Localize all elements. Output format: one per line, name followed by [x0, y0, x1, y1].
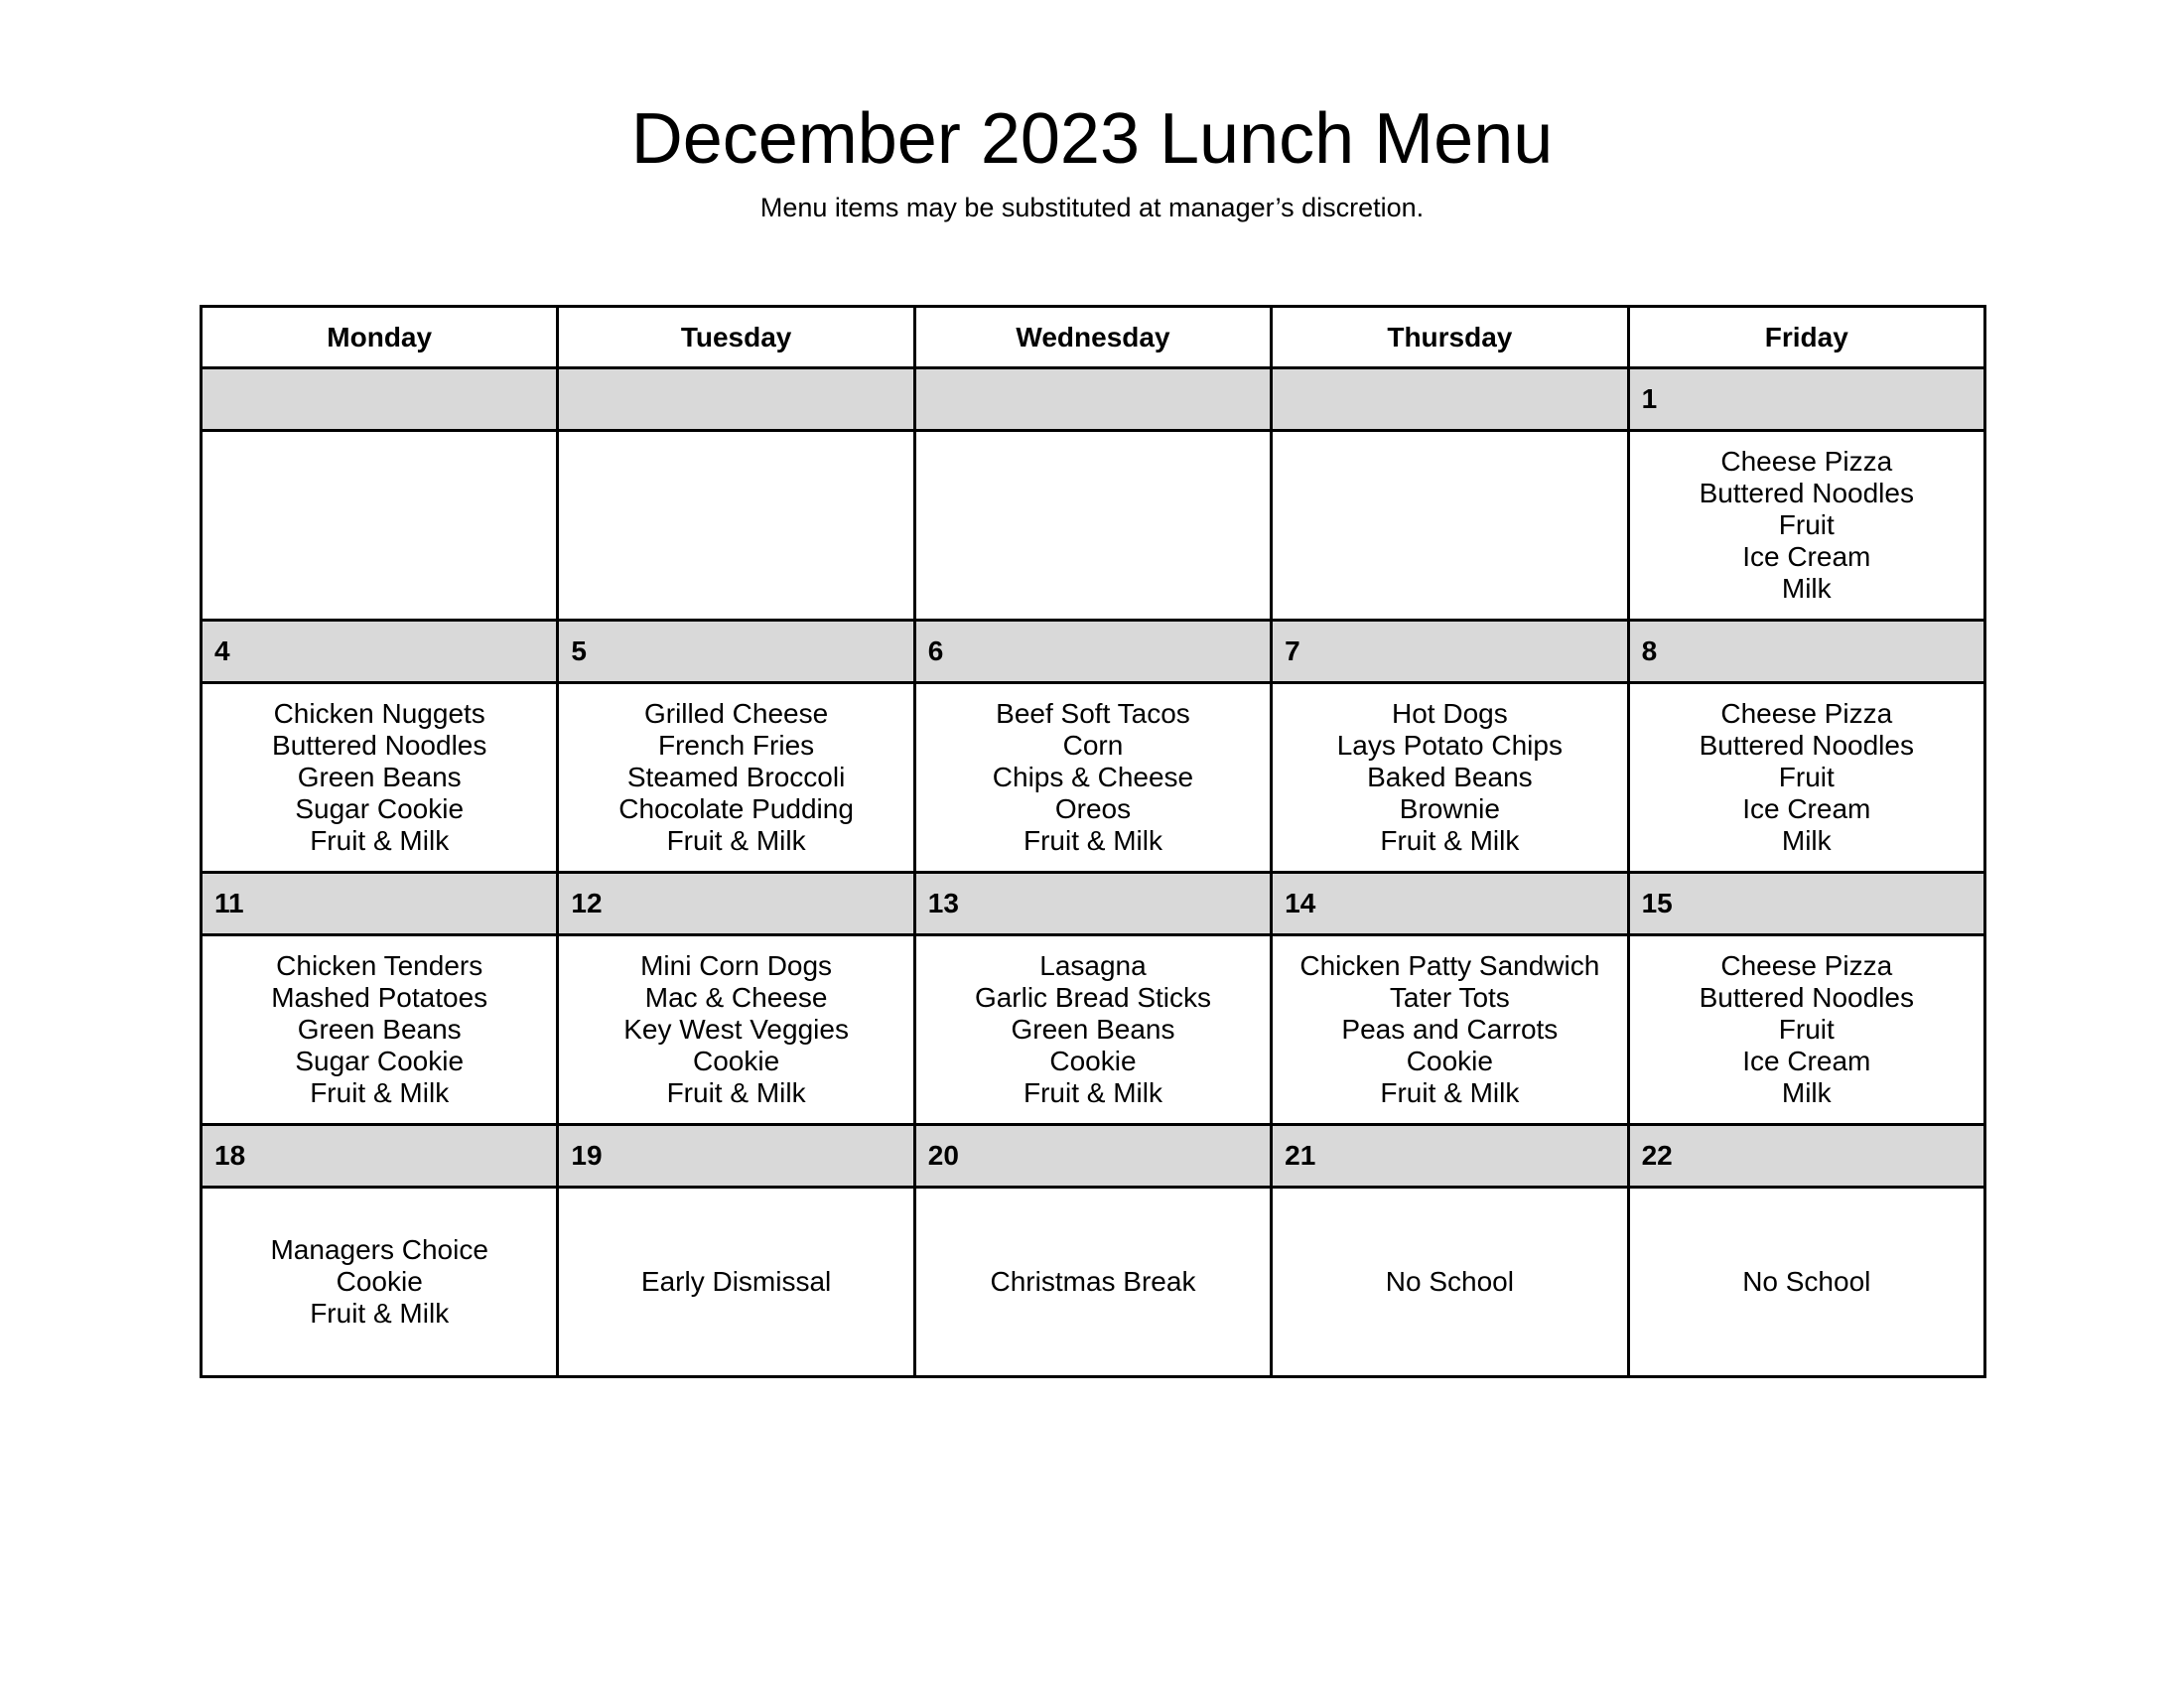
- lunch-menu-calendar: [200, 305, 1986, 1378]
- menu-item: Oreos: [1054, 793, 1132, 824]
- weekday-header-friday: Friday: [1628, 307, 1984, 368]
- menu-item: Cookie: [693, 1046, 780, 1076]
- menu-item: Grilled Cheese: [643, 698, 829, 729]
- menu-item: Chicken Nuggets: [273, 698, 485, 729]
- date-cell-wednesday: 6: [914, 621, 1271, 683]
- weekday-header-monday: Monday: [202, 307, 558, 368]
- menu-item: Fruit & Milk: [666, 1077, 806, 1108]
- menu-item: Green Beans: [297, 1014, 462, 1045]
- menu-item: Fruit: [1778, 1014, 1835, 1045]
- date-cell-wednesday: 20: [914, 1125, 1271, 1188]
- menu-item: Sugar Cookie: [295, 1046, 465, 1076]
- menu-item: Cheese Pizza: [1720, 446, 1893, 477]
- menu-item: Lays Potato Chips: [1336, 730, 1563, 761]
- date-cell-thursday: 14: [1272, 873, 1628, 935]
- menu-item: Ice Cream: [1742, 541, 1871, 572]
- menu-item: Fruit & Milk: [1380, 825, 1520, 856]
- date-cell-wednesday: [914, 368, 1271, 431]
- menu-item: Peas and Carrots: [1341, 1014, 1559, 1045]
- menu-item: Buttered Noodles: [1699, 730, 1914, 761]
- menu-item: Fruit & Milk: [1023, 1077, 1162, 1108]
- menu-item: Tater Tots: [1389, 982, 1510, 1013]
- menu-cell-tuesday: [558, 431, 914, 621]
- menu-item: Ice Cream: [1742, 793, 1871, 824]
- weekday-header-wednesday: Wednesday: [914, 307, 1271, 368]
- menu-cell-wednesday: [914, 683, 1271, 873]
- menu-item: Buttered Noodles: [1699, 982, 1914, 1013]
- menu-cell-monday: [202, 1188, 558, 1377]
- menu-item: Baked Beans: [1367, 762, 1533, 792]
- date-cell-monday: 18: [202, 1125, 558, 1188]
- menu-item: Ice Cream: [1742, 1046, 1871, 1076]
- menu-item: Fruit & Milk: [310, 1298, 450, 1329]
- menu-item: Key West Veggies: [623, 1014, 849, 1045]
- menu-item: Buttered Noodles: [1699, 478, 1914, 508]
- date-row-week-2: [202, 621, 1985, 683]
- menu-item: French Fries: [658, 730, 815, 761]
- date-cell-tuesday: 19: [558, 1125, 914, 1188]
- menu-item: Mashed Potatoes: [271, 982, 488, 1013]
- date-cell-monday: 4: [202, 621, 558, 683]
- menu-item: Chips & Cheese: [992, 762, 1194, 792]
- date-cell-monday: [202, 368, 558, 431]
- menu-item: Cookie: [1049, 1046, 1137, 1076]
- menu-row-week-2: [202, 683, 1985, 873]
- menu-cell-friday: [1628, 1188, 1984, 1377]
- menu-item: Beef Soft Tacos: [996, 698, 1190, 729]
- date-cell-thursday: [1272, 368, 1628, 431]
- menu-item: Buttered Noodles: [272, 730, 487, 761]
- date-cell-friday: 22: [1628, 1125, 1984, 1188]
- menu-item: Steamed Broccoli: [626, 762, 846, 792]
- date-cell-thursday: 7: [1272, 621, 1628, 683]
- menu-item: Fruit & Milk: [310, 825, 450, 856]
- menu-item: Chocolate Pudding: [618, 793, 854, 824]
- date-cell-friday: 8: [1628, 621, 1984, 683]
- menu-cell-wednesday: [914, 1188, 1271, 1377]
- menu-item: Fruit & Milk: [310, 1077, 450, 1108]
- menu-item: Mini Corn Dogs: [640, 950, 833, 981]
- menu-row-week-4: [202, 1188, 1985, 1377]
- menu-cell-wednesday: [914, 431, 1271, 621]
- page-subtitle: Menu items may be substituted at manager’s discretion.: [759, 193, 1425, 222]
- date-cell-thursday: 21: [1272, 1125, 1628, 1188]
- date-cell-tuesday: 5: [558, 621, 914, 683]
- menu-item: Cheese Pizza: [1720, 698, 1893, 729]
- date-cell-monday: 11: [202, 873, 558, 935]
- menu-cell-thursday: [1272, 935, 1628, 1125]
- menu-cell-tuesday: [558, 1188, 914, 1377]
- menu-item: Cookie: [1406, 1046, 1493, 1076]
- menu-cell-thursday: [1272, 683, 1628, 873]
- menu-cell-monday: [202, 683, 558, 873]
- menu-cell-wednesday: [914, 935, 1271, 1125]
- menu-item: Mac & Cheese: [644, 982, 828, 1013]
- menu-cell-friday: [1628, 683, 1984, 873]
- menu-item: Milk: [1781, 825, 1832, 856]
- menu-item: Milk: [1781, 573, 1832, 604]
- menu-item: No School: [1742, 1266, 1871, 1297]
- date-cell-wednesday: 13: [914, 873, 1271, 935]
- menu-item: Chicken Tenders: [276, 950, 483, 981]
- date-cell-tuesday: [558, 368, 914, 431]
- date-row-week-1: [202, 368, 1985, 431]
- menu-item: Lasagna: [1039, 950, 1147, 981]
- menu-item: Fruit & Milk: [666, 825, 806, 856]
- menu-cell-friday: [1628, 935, 1984, 1125]
- menu-item: No School: [1385, 1266, 1514, 1297]
- menu-cell-thursday: [1272, 1188, 1628, 1377]
- menu-item: Cookie: [336, 1266, 423, 1297]
- date-cell-tuesday: 12: [558, 873, 914, 935]
- page-title: December 2023 Lunch Menu: [630, 99, 1554, 179]
- menu-cell-friday: [1628, 431, 1984, 621]
- weekday-header-row: [202, 307, 1985, 368]
- weekday-header-tuesday: Tuesday: [558, 307, 914, 368]
- menu-item: Early Dismissal: [640, 1266, 832, 1297]
- menu-item: Milk: [1781, 1077, 1832, 1108]
- menu-item: Garlic Bread Sticks: [974, 982, 1212, 1013]
- menu-item: Cheese Pizza: [1720, 950, 1893, 981]
- menu-item: Christmas Break: [990, 1266, 1196, 1297]
- menu-item: Fruit & Milk: [1023, 825, 1162, 856]
- menu-item: Chicken Patty Sandwich: [1299, 950, 1600, 981]
- menu-cell-tuesday: [558, 683, 914, 873]
- menu-row-week-1: [202, 431, 1985, 621]
- menu-item: Sugar Cookie: [295, 793, 465, 824]
- date-row-week-4: [202, 1125, 1985, 1188]
- menu-item: Fruit: [1778, 509, 1835, 540]
- date-row-week-3: [202, 873, 1985, 935]
- menu-item: Corn: [1062, 730, 1124, 761]
- menu-cell-monday: [202, 935, 558, 1125]
- menu-item: Managers Choice: [270, 1234, 488, 1265]
- menu-item: Green Beans: [297, 762, 462, 792]
- menu-cell-thursday: [1272, 431, 1628, 621]
- date-cell-friday: 1: [1628, 368, 1984, 431]
- menu-cell-tuesday: [558, 935, 914, 1125]
- menu-item: Fruit & Milk: [1380, 1077, 1520, 1108]
- calendar-body: [202, 368, 1985, 1377]
- menu-cell-monday: [202, 431, 558, 621]
- date-cell-friday: 15: [1628, 873, 1984, 935]
- weekday-header-thursday: Thursday: [1272, 307, 1628, 368]
- menu-item: Green Beans: [1011, 1014, 1175, 1045]
- menu-item: Hot Dogs: [1392, 698, 1508, 729]
- menu-item: Brownie: [1399, 793, 1500, 824]
- menu-item: Fruit: [1778, 762, 1835, 792]
- menu-row-week-3: [202, 935, 1985, 1125]
